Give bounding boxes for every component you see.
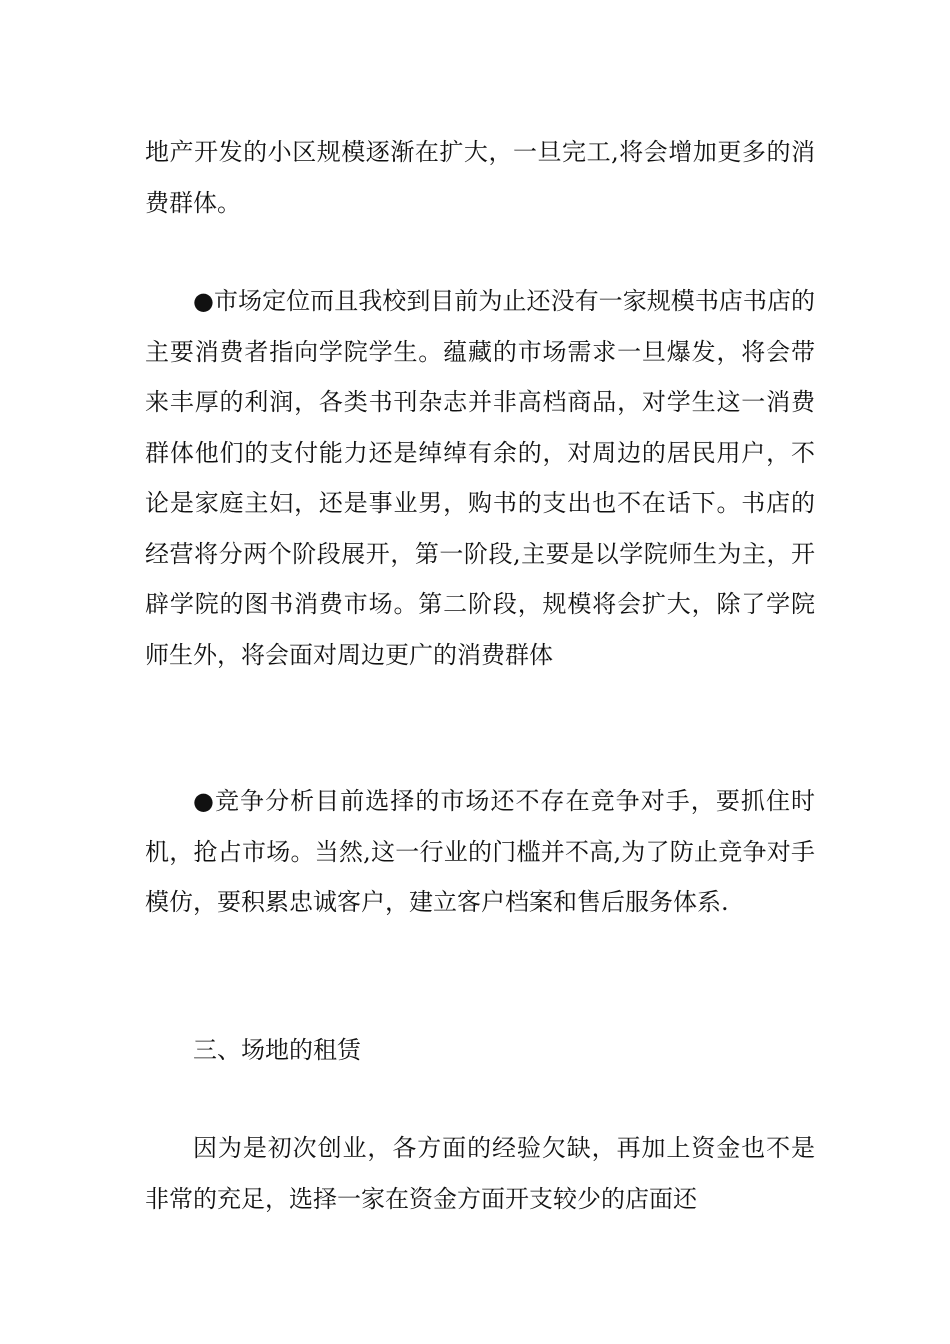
paragraph-competition-analysis: ●竞争分析目前选择的市场还不存在竞争对手，要抓住时机，抢占市场。当然,这一行业的门槛并不高,为了防止竞争对手模仿，要积累忠诚客户，建立客户档案和售后服务体系. <box>145 787 815 916</box>
paragraph-market-positioning: ●市场定位而且我校到目前为止还没有一家规模书店书店的主要消费者指向学院学生。蕴藏的市场需求一旦爆发，将会带来丰厚的利润，各类书刊杂志并非高档商品，对学生这一消费群体他们的支付能力还是绰绰有余的，对周边的居民用户，不论是家庭主妇，还是事业男，购书的支出也不在话下。书店的经营将分两个阶段展开，第一阶段,主要是以学院师生为主，开辟学院的图书消费市场。第二阶段，规模将会扩大，除了学院师生外，将会面对周边更广的消费群体 <box>145 287 815 669</box>
section-heading-site-rental: 三、场地的租赁 <box>193 1036 361 1064</box>
paragraph-site-rental: 因为是初次创业，各方面的经验欠缺，再加上资金也不是非常的充足，选择一家在资金方面开支较少的店面还 <box>145 1134 815 1213</box>
paragraph-continuation: 地产开发的小区规模逐渐在扩大，一旦完工,将会增加更多的消费群体。 <box>145 138 815 217</box>
